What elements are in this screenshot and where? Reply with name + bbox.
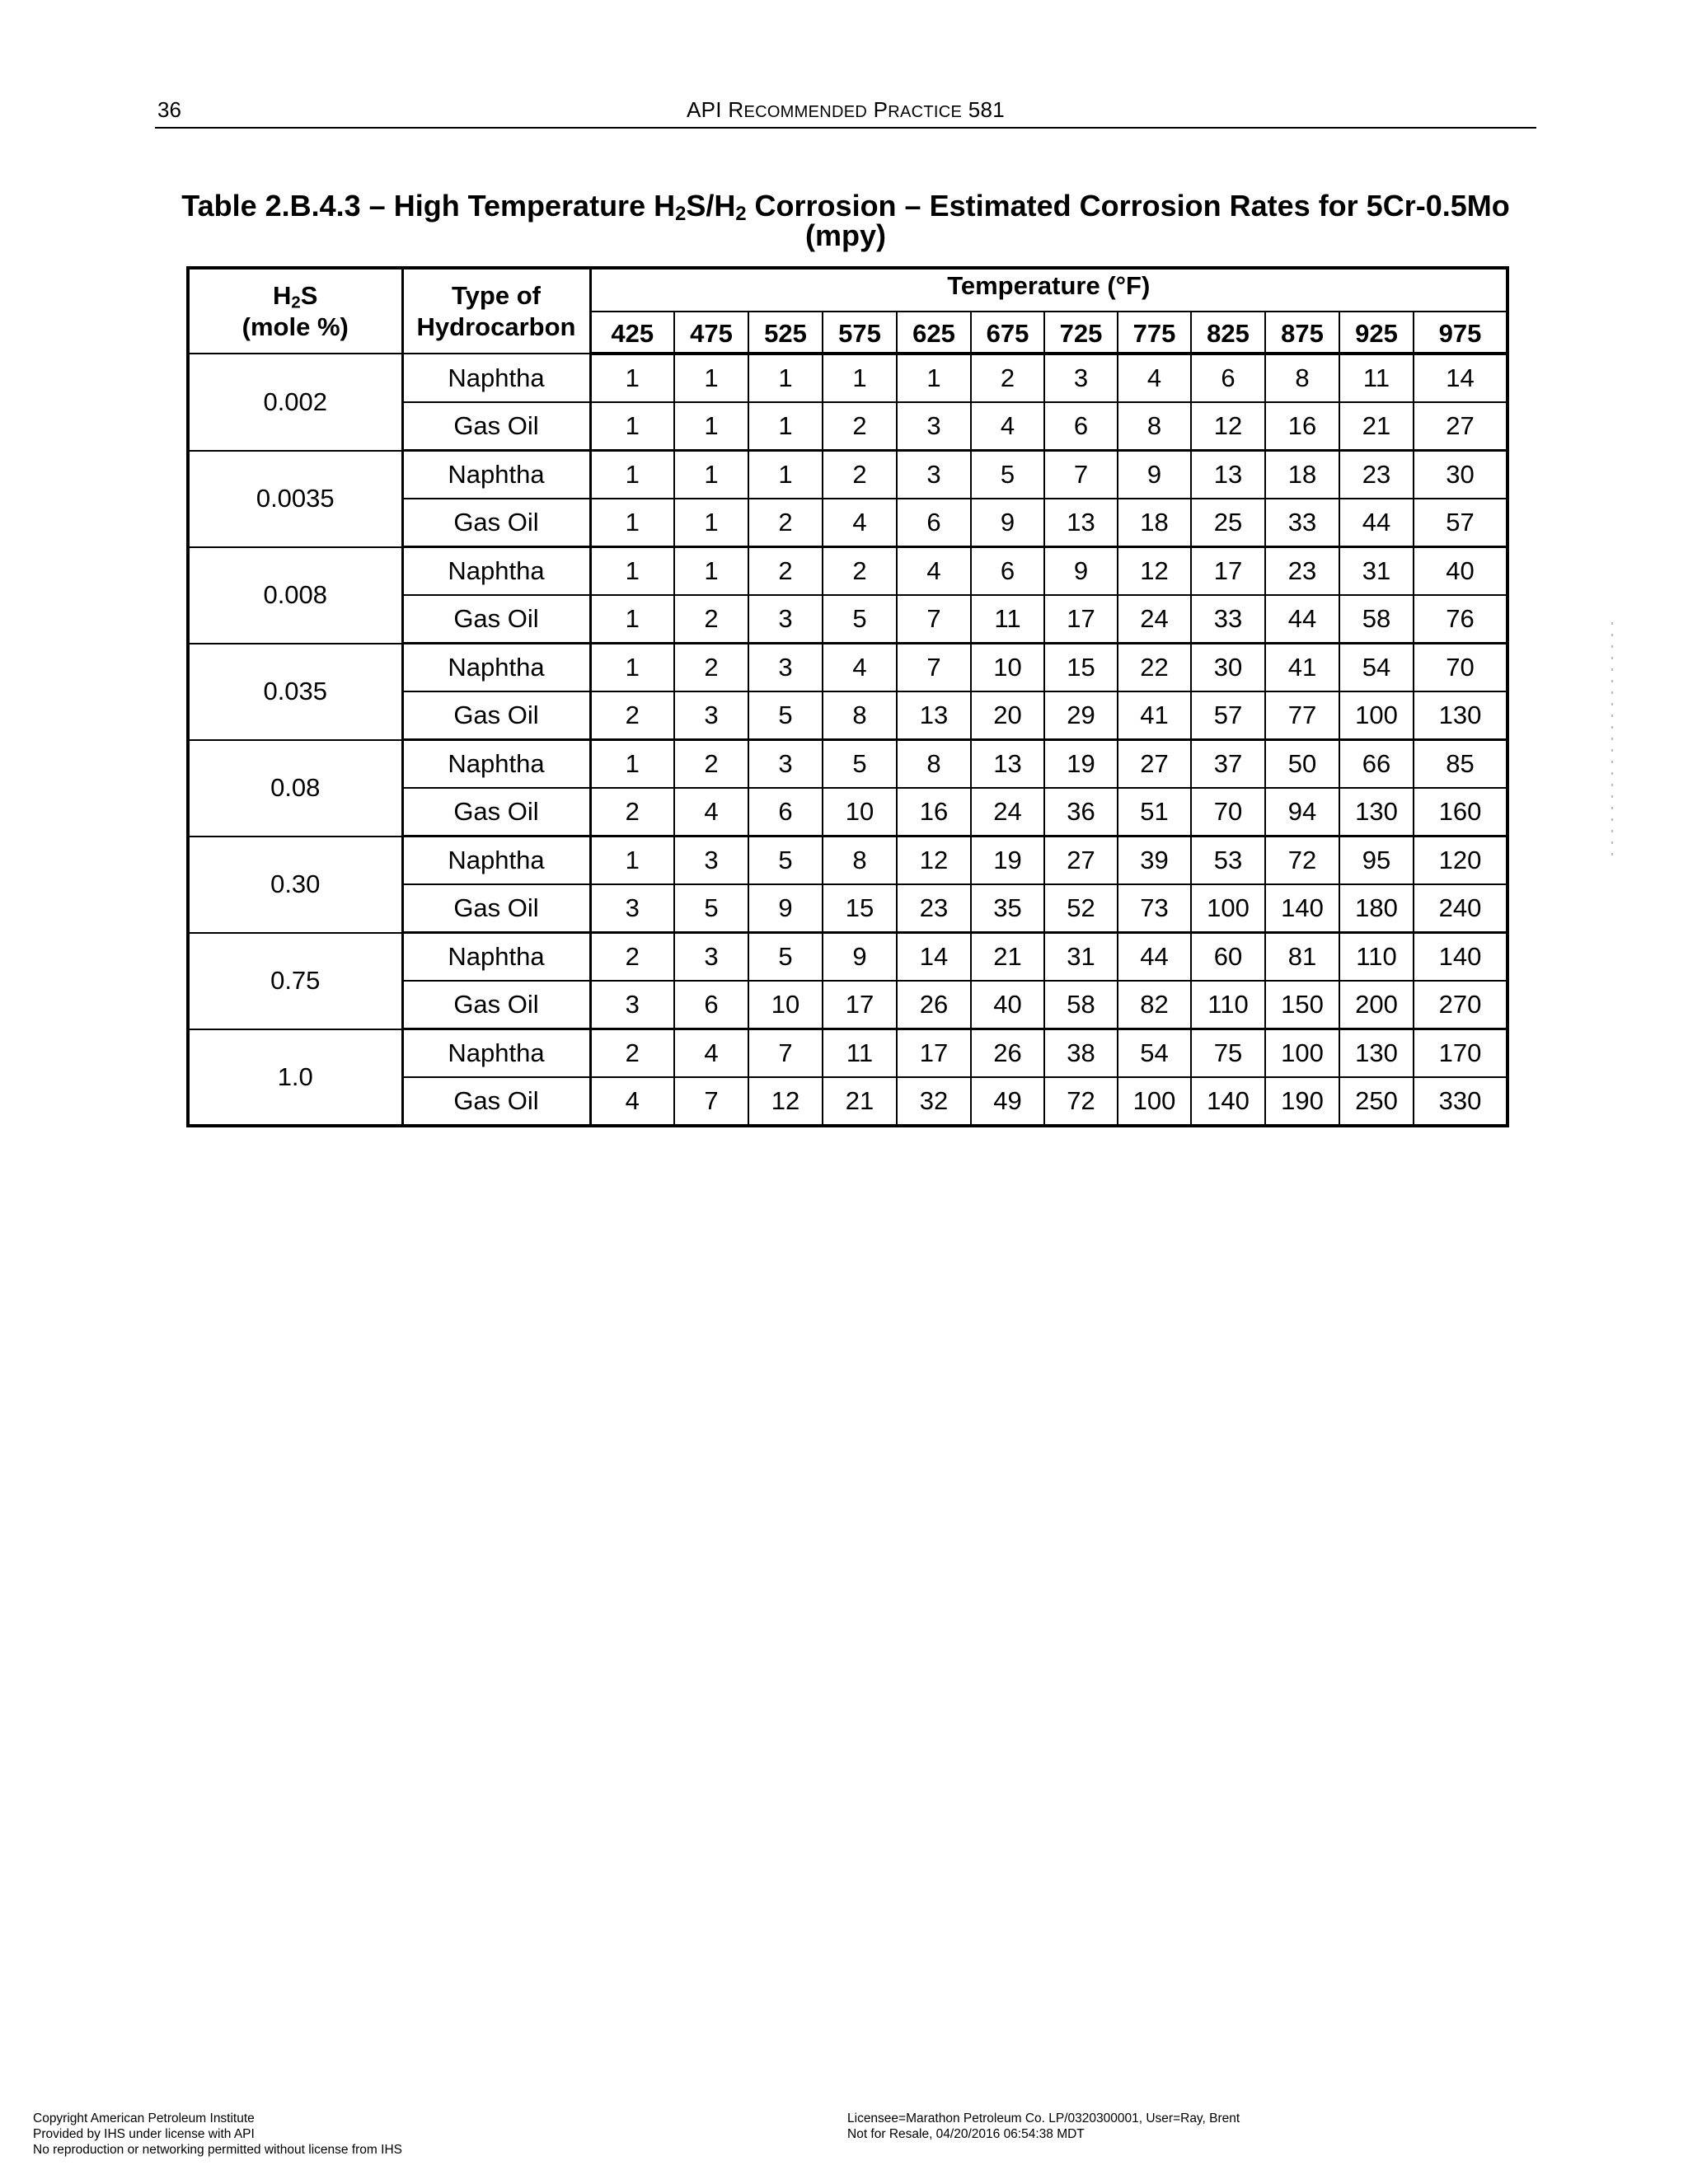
corrosion-rate-cell: 5 <box>748 691 823 740</box>
corrosion-rate-cell: 66 <box>1339 740 1414 789</box>
corrosion-rate-cell: 1 <box>590 740 674 789</box>
corrosion-rate-cell: 5 <box>971 451 1044 499</box>
page-number: 36 <box>157 97 181 122</box>
corrosion-rate-cell: 3 <box>674 933 748 982</box>
running-head <box>157 97 1535 123</box>
title-text: Corrosion – Estimated Corrosion Rates for 5Cr-0.5Mo <box>746 189 1510 223</box>
temperature-header-cell: 775 <box>1118 312 1191 354</box>
corrosion-rate-cell: 2 <box>971 354 1044 402</box>
corrosion-rate-cell: 26 <box>971 1029 1044 1078</box>
h2s-value-cell: 0.002 <box>188 354 402 451</box>
corrosion-rate-cell: 94 <box>1265 788 1339 837</box>
header-h2s-label <box>190 280 401 312</box>
running-head-part: P <box>867 97 889 122</box>
corrosion-rate-cell: 3 <box>748 740 823 789</box>
running-head-smallcaps: ECOMMENDED <box>743 103 868 121</box>
corrosion-rate-cell: 1 <box>897 354 971 402</box>
corrosion-rate-cell: 49 <box>971 1077 1044 1126</box>
corrosion-rate-table <box>186 266 1509 1127</box>
temperature-header-cell: 875 <box>1265 312 1339 354</box>
corrosion-rate-cell: 4 <box>1118 354 1191 402</box>
corrosion-rate-cell: 5 <box>748 837 823 885</box>
header-text: S <box>300 280 318 310</box>
corrosion-rate-cell: 200 <box>1339 981 1414 1029</box>
hydrocarbon-type-cell: Gas Oil <box>402 981 590 1029</box>
footer-line: Provided by IHS under license with API <box>33 2127 255 2141</box>
corrosion-rate-cell: 12 <box>1191 402 1265 451</box>
corrosion-rate-cell: 75 <box>1191 1029 1265 1078</box>
temperature-header-cell: 725 <box>1044 312 1118 354</box>
corrosion-rate-cell: 38 <box>1044 1029 1118 1078</box>
footer-line: Licensee=Marathon Petroleum Co. LP/0320300001, User=Ray, Brent <box>847 2111 1240 2125</box>
title-text: S/H <box>686 189 736 223</box>
corrosion-rate-cell: 21 <box>1339 402 1414 451</box>
corrosion-rate-cell: 120 <box>1414 837 1507 885</box>
corrosion-rate-cell: 16 <box>897 788 971 837</box>
corrosion-rate-cell: 54 <box>1118 1029 1191 1078</box>
corrosion-rate-cell: 26 <box>897 981 971 1029</box>
corrosion-rate-cell: 1 <box>748 402 823 451</box>
header-h2s-unit: (mole %) <box>241 312 349 341</box>
corrosion-rate-cell: 1 <box>590 354 674 402</box>
corrosion-rate-cell: 330 <box>1414 1077 1507 1126</box>
temperature-header-cell: 825 <box>1191 312 1265 354</box>
corrosion-rate-cell: 31 <box>1339 547 1414 596</box>
hydrocarbon-type-cell: Naphtha <box>402 740 590 789</box>
corrosion-rate-cell: 1 <box>590 595 674 644</box>
corrosion-rate-cell: 33 <box>1191 595 1265 644</box>
corrosion-rate-cell: 1 <box>674 547 748 596</box>
header-h2s <box>188 268 402 354</box>
corrosion-rate-cell: 2 <box>748 547 823 596</box>
corrosion-rate-cell: 170 <box>1414 1029 1507 1078</box>
corrosion-rate-cell: 82 <box>1118 981 1191 1029</box>
title-text: Table 2.B.4.3 – High Temperature H <box>181 189 676 223</box>
corrosion-rate-cell: 6 <box>897 499 971 547</box>
corrosion-rate-cell: 2 <box>823 547 897 596</box>
corrosion-rate-cell: 70 <box>1191 788 1265 837</box>
corrosion-rate-cell: 180 <box>1339 884 1414 933</box>
corrosion-rate-cell: 9 <box>823 933 897 982</box>
h2s-value-cell: 0.035 <box>188 644 402 740</box>
hydrocarbon-type-cell: Gas Oil <box>402 788 590 837</box>
corrosion-rate-cell: 2 <box>590 788 674 837</box>
title-subscript: 2 <box>675 203 687 226</box>
corrosion-rate-cell: 19 <box>971 837 1044 885</box>
temperature-header-cell: 975 <box>1414 312 1507 354</box>
table-title <box>157 191 1535 251</box>
hydrocarbon-type-cell: Gas Oil <box>402 595 590 644</box>
corrosion-rate-cell: 110 <box>1191 981 1265 1029</box>
hydrocarbon-type-cell: Gas Oil <box>402 499 590 547</box>
table-row <box>188 354 1507 402</box>
corrosion-rate-cell: 1 <box>590 499 674 547</box>
corrosion-rate-cell: 29 <box>1044 691 1118 740</box>
corrosion-rate-cell: 10 <box>971 644 1044 692</box>
corrosion-rate-cell: 13 <box>971 740 1044 789</box>
corrosion-rate-cell: 8 <box>1118 402 1191 451</box>
corrosion-rate-cell: 110 <box>1339 933 1414 982</box>
margin-marks <box>1611 622 1613 861</box>
hydrocarbon-type-cell: Naphtha <box>402 644 590 692</box>
corrosion-rate-cell: 70 <box>1414 644 1507 692</box>
corrosion-rate-cell: 36 <box>1044 788 1118 837</box>
table-row <box>188 644 1507 692</box>
corrosion-rate-cell: 76 <box>1414 595 1507 644</box>
corrosion-rate-cell: 140 <box>1414 933 1507 982</box>
corrosion-rate-cell: 3 <box>1044 354 1118 402</box>
corrosion-rate-cell: 21 <box>823 1077 897 1126</box>
corrosion-rate-cell: 30 <box>1191 644 1265 692</box>
h2s-value-cell: 1.0 <box>188 1029 402 1127</box>
corrosion-rate-cell: 1 <box>748 451 823 499</box>
corrosion-rate-cell: 31 <box>1044 933 1118 982</box>
corrosion-rate-cell: 1 <box>590 451 674 499</box>
running-head-smallcaps: RACTICE <box>888 103 963 121</box>
corrosion-rate-cell: 95 <box>1339 837 1414 885</box>
corrosion-rate-cell: 160 <box>1414 788 1507 837</box>
header-temperature: Temperature (°F) <box>590 268 1507 312</box>
corrosion-rate-cell: 52 <box>1044 884 1118 933</box>
h2s-value-cell: 0.08 <box>188 740 402 837</box>
corrosion-rate-cell: 57 <box>1191 691 1265 740</box>
corrosion-rate-cell: 3 <box>897 402 971 451</box>
corrosion-rate-cell: 4 <box>823 499 897 547</box>
corrosion-rate-cell: 7 <box>897 644 971 692</box>
corrosion-rate-cell: 5 <box>674 884 748 933</box>
header-type-line1: Type of <box>452 280 541 310</box>
corrosion-rate-cell: 270 <box>1414 981 1507 1029</box>
corrosion-rate-cell: 81 <box>1265 933 1339 982</box>
corrosion-rate-cell: 39 <box>1118 837 1191 885</box>
corrosion-rate-cell: 1 <box>748 354 823 402</box>
hydrocarbon-type-cell: Naphtha <box>402 451 590 499</box>
corrosion-rate-cell: 44 <box>1118 933 1191 982</box>
corrosion-rate-cell: 40 <box>971 981 1044 1029</box>
corrosion-rate-cell: 130 <box>1339 1029 1414 1078</box>
table-row <box>188 740 1507 789</box>
corrosion-rate-cell: 23 <box>1265 547 1339 596</box>
corrosion-rate-cell: 3 <box>674 837 748 885</box>
corrosion-rate-cell: 15 <box>823 884 897 933</box>
corrosion-rate-cell: 20 <box>971 691 1044 740</box>
corrosion-rate-cell: 8 <box>823 837 897 885</box>
corrosion-rate-cell: 33 <box>1265 499 1339 547</box>
corrosion-rate-cell: 27 <box>1118 740 1191 789</box>
corrosion-rate-cell: 24 <box>1118 595 1191 644</box>
corrosion-rate-cell: 3 <box>674 691 748 740</box>
footer-line: No reproduction or networking permitted without license from IHS <box>33 2143 402 2157</box>
table-row <box>188 1029 1507 1078</box>
corrosion-rate-cell: 16 <box>1265 402 1339 451</box>
header-rule <box>155 127 1536 129</box>
corrosion-rate-cell: 77 <box>1265 691 1339 740</box>
h2s-value-cell: 0.008 <box>188 547 402 644</box>
hydrocarbon-type-cell: Naphtha <box>402 547 590 596</box>
corrosion-rate-cell: 14 <box>1414 354 1507 402</box>
table-row <box>188 451 1507 499</box>
corrosion-rate-cell: 72 <box>1044 1077 1118 1126</box>
corrosion-rate-cell: 51 <box>1118 788 1191 837</box>
corrosion-rate-cell: 2 <box>823 402 897 451</box>
corrosion-rate-cell: 15 <box>1044 644 1118 692</box>
corrosion-rate-cell: 12 <box>1118 547 1191 596</box>
corrosion-rate-cell: 1 <box>590 837 674 885</box>
corrosion-rate-cell: 3 <box>897 451 971 499</box>
corrosion-rate-cell: 24 <box>971 788 1044 837</box>
corrosion-rate-cell: 44 <box>1339 499 1414 547</box>
corrosion-rate-cell: 12 <box>897 837 971 885</box>
table-row <box>188 547 1507 596</box>
corrosion-rate-cell: 140 <box>1191 1077 1265 1126</box>
corrosion-rate-cell: 37 <box>1191 740 1265 789</box>
corrosion-rate-cell: 9 <box>1118 451 1191 499</box>
corrosion-rate-cell: 30 <box>1414 451 1507 499</box>
corrosion-rate-cell: 53 <box>1191 837 1265 885</box>
corrosion-rate-cell: 1 <box>674 451 748 499</box>
table-row <box>188 933 1507 982</box>
corrosion-rate-cell: 1 <box>674 354 748 402</box>
hydrocarbon-type-cell: Naphtha <box>402 354 590 402</box>
corrosion-rate-cell: 250 <box>1339 1077 1414 1126</box>
temperature-header-cell: 425 <box>590 312 674 354</box>
corrosion-rate-cell: 54 <box>1339 644 1414 692</box>
title-subscript: 2 <box>735 203 747 226</box>
corrosion-rate-cell: 3 <box>748 595 823 644</box>
corrosion-rate-cell: 4 <box>823 644 897 692</box>
corrosion-rate-cell: 1 <box>590 547 674 596</box>
hydrocarbon-type-cell: Gas Oil <box>402 691 590 740</box>
corrosion-rate-cell: 6 <box>1191 354 1265 402</box>
corrosion-rate-cell: 72 <box>1265 837 1339 885</box>
corrosion-rate-cell: 2 <box>674 595 748 644</box>
running-head-part: API R <box>687 97 744 122</box>
footer-line: Copyright American Petroleum Institute <box>33 2111 255 2125</box>
corrosion-rate-cell: 40 <box>1414 547 1507 596</box>
corrosion-rate-cell: 140 <box>1265 884 1339 933</box>
corrosion-rate-cell: 3 <box>590 884 674 933</box>
temperature-header-cell: 675 <box>971 312 1044 354</box>
corrosion-rate-cell: 10 <box>748 981 823 1029</box>
table-row <box>188 837 1507 885</box>
corrosion-rate-cell: 23 <box>1339 451 1414 499</box>
corrosion-rate-cell: 130 <box>1414 691 1507 740</box>
corrosion-rate-cell: 9 <box>971 499 1044 547</box>
corrosion-rate-cell: 73 <box>1118 884 1191 933</box>
corrosion-rate-cell: 18 <box>1265 451 1339 499</box>
corrosion-rate-cell: 9 <box>748 884 823 933</box>
corrosion-rate-cell: 35 <box>971 884 1044 933</box>
corrosion-rate-cell: 3 <box>590 981 674 1029</box>
corrosion-rate-cell: 57 <box>1414 499 1507 547</box>
corrosion-rate-cell: 1 <box>674 499 748 547</box>
footer-left <box>33 2111 402 2158</box>
corrosion-rate-cell: 1 <box>590 644 674 692</box>
corrosion-rate-cell: 130 <box>1339 788 1414 837</box>
corrosion-rate-cell: 5 <box>823 740 897 789</box>
footer-line: Not for Resale, 04/20/2016 06:54:38 MDT <box>847 2127 1085 2141</box>
corrosion-rate-cell: 10 <box>823 788 897 837</box>
corrosion-rate-cell: 4 <box>971 402 1044 451</box>
corrosion-rate-cell: 17 <box>1191 547 1265 596</box>
corrosion-rate-cell: 17 <box>897 1029 971 1078</box>
corrosion-rate-cell: 6 <box>748 788 823 837</box>
corrosion-rate-cell: 100 <box>1339 691 1414 740</box>
h2s-value-cell: 0.30 <box>188 837 402 933</box>
hydrocarbon-type-cell: Gas Oil <box>402 402 590 451</box>
hydrocarbon-type-cell: Gas Oil <box>402 884 590 933</box>
corrosion-rate-cell: 6 <box>971 547 1044 596</box>
corrosion-rate-cell: 7 <box>897 595 971 644</box>
corrosion-rate-cell: 22 <box>1118 644 1191 692</box>
corrosion-rate-cell: 190 <box>1265 1077 1339 1126</box>
corrosion-rate-cell: 17 <box>823 981 897 1029</box>
temperature-header-cell: 575 <box>823 312 897 354</box>
corrosion-rate-cell: 44 <box>1265 595 1339 644</box>
corrosion-rate-cell: 1 <box>590 402 674 451</box>
corrosion-rate-cell: 12 <box>748 1077 823 1126</box>
corrosion-rate-cell: 41 <box>1118 691 1191 740</box>
h2s-value-cell: 0.0035 <box>188 451 402 547</box>
corrosion-rate-cell: 2 <box>674 644 748 692</box>
corrosion-rate-cell: 7 <box>748 1029 823 1078</box>
temperature-header-cell: 625 <box>897 312 971 354</box>
table-body <box>188 354 1507 1126</box>
corrosion-rate-cell: 25 <box>1191 499 1265 547</box>
corrosion-rate-cell: 4 <box>897 547 971 596</box>
corrosion-rate-cell: 27 <box>1044 837 1118 885</box>
corrosion-rate-cell: 13 <box>1191 451 1265 499</box>
corrosion-rate-cell: 150 <box>1265 981 1339 1029</box>
corrosion-rate-cell: 13 <box>1044 499 1118 547</box>
temperature-header-cell: 925 <box>1339 312 1414 354</box>
hydrocarbon-type-cell: Naphtha <box>402 1029 590 1078</box>
corrosion-rate-cell: 5 <box>748 933 823 982</box>
corrosion-rate-cell: 50 <box>1265 740 1339 789</box>
corrosion-rate-cell: 1 <box>823 354 897 402</box>
corrosion-rate-cell: 240 <box>1414 884 1507 933</box>
corrosion-rate-cell: 9 <box>1044 547 1118 596</box>
header-text: H <box>273 280 292 310</box>
corrosion-rate-cell: 11 <box>971 595 1044 644</box>
corrosion-rate-cell: 18 <box>1118 499 1191 547</box>
corrosion-rate-cell: 1 <box>674 402 748 451</box>
corrosion-rate-cell: 27 <box>1414 402 1507 451</box>
h2s-value-cell: 0.75 <box>188 933 402 1029</box>
corrosion-rate-cell: 2 <box>590 933 674 982</box>
temperature-header-cell: 475 <box>674 312 748 354</box>
corrosion-rate-cell: 2 <box>823 451 897 499</box>
corrosion-rate-cell: 41 <box>1265 644 1339 692</box>
corrosion-rate-cell: 100 <box>1118 1077 1191 1126</box>
corrosion-rate-cell: 13 <box>897 691 971 740</box>
footer-right <box>847 2111 1240 2142</box>
corrosion-rate-cell: 2 <box>590 1029 674 1078</box>
corrosion-rate-cell: 7 <box>674 1077 748 1126</box>
table-title-line2: (mpy) <box>805 218 886 252</box>
corrosion-rate-cell: 58 <box>1339 595 1414 644</box>
corrosion-rate-cell: 8 <box>823 691 897 740</box>
running-head-part: 581 <box>962 97 1005 122</box>
corrosion-rate-cell: 4 <box>590 1077 674 1126</box>
corrosion-rate-cell: 2 <box>674 740 748 789</box>
temperature-header-cell: 525 <box>748 312 823 354</box>
corrosion-rate-cell: 85 <box>1414 740 1507 789</box>
corrosion-rate-cell: 4 <box>674 788 748 837</box>
corrosion-rate-cell: 6 <box>1044 402 1118 451</box>
corrosion-rate-cell: 23 <box>897 884 971 933</box>
corrosion-rate-cell: 6 <box>674 981 748 1029</box>
header-subscript: 2 <box>291 293 301 312</box>
hydrocarbon-type-cell: Gas Oil <box>402 1077 590 1126</box>
corrosion-rate-cell: 58 <box>1044 981 1118 1029</box>
hydrocarbon-type-cell: Naphtha <box>402 933 590 982</box>
corrosion-rate-cell: 8 <box>897 740 971 789</box>
corrosion-rate-cell: 3 <box>748 644 823 692</box>
corrosion-rate-cell: 5 <box>823 595 897 644</box>
corrosion-rate-cell: 2 <box>590 691 674 740</box>
corrosion-rate-cell: 21 <box>971 933 1044 982</box>
corrosion-rate-cell: 19 <box>1044 740 1118 789</box>
corrosion-rate-cell: 4 <box>674 1029 748 1078</box>
header-hydrocarbon-type <box>402 268 590 354</box>
corrosion-rate-cell: 32 <box>897 1077 971 1126</box>
corrosion-rate-cell: 100 <box>1265 1029 1339 1078</box>
corrosion-rate-cell: 14 <box>897 933 971 982</box>
corrosion-rate-cell: 60 <box>1191 933 1265 982</box>
corrosion-rate-cell: 7 <box>1044 451 1118 499</box>
header-type-line2: Hydrocarbon <box>416 312 576 341</box>
corrosion-rate-cell: 17 <box>1044 595 1118 644</box>
corrosion-rate-cell: 11 <box>1339 354 1414 402</box>
hydrocarbon-type-cell: Naphtha <box>402 837 590 885</box>
corrosion-rate-cell: 8 <box>1265 354 1339 402</box>
corrosion-rate-cell: 2 <box>748 499 823 547</box>
corrosion-rate-cell: 11 <box>823 1029 897 1078</box>
corrosion-rate-cell: 100 <box>1191 884 1265 933</box>
table-title-line1 <box>157 189 1535 226</box>
